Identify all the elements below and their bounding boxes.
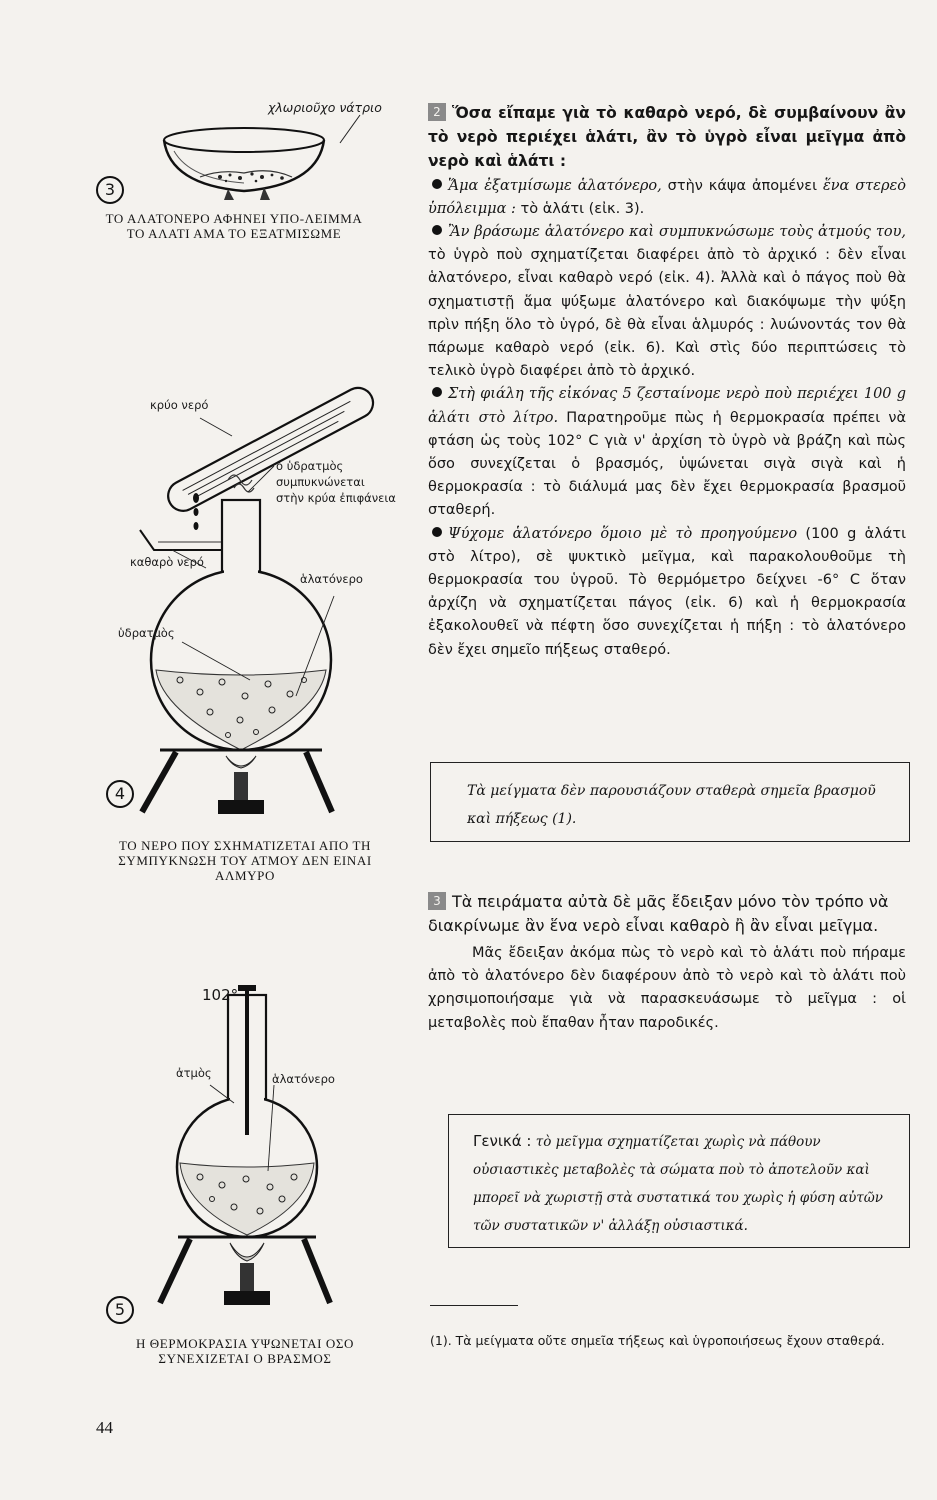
section-3-paragraph <box>428 942 906 1035</box>
mixtures-rule-box <box>430 762 910 842</box>
section-2-text <box>428 102 906 662</box>
section-2-intro <box>428 102 906 175</box>
footnote <box>430 1332 900 1350</box>
bullet-freezing <box>428 523 906 662</box>
bullet-2-italic: Ἂν βράσωμε ἁλατόνερο καὶ συμπυκνώσωμε τοὺς ἀτμούς του, <box>448 224 906 241</box>
bullet-1-text-2: τὸ ἁλάτι (εἰκ. 3). <box>515 200 645 217</box>
section-marker-3: 3 <box>428 892 446 910</box>
footnote-mark: (1). <box>430 1333 452 1348</box>
figure-number-5: 5 <box>106 1296 134 1324</box>
bullet-evaporation <box>428 175 906 221</box>
section-3-text <box>428 890 906 1035</box>
footnote-divider <box>430 1305 518 1306</box>
bullet-3-text: Παρατηροῦμε πὼς ἡ θερμοκρασία πρέπει νὰ φτάση ὡς τοὺς 102° C γιὰ ν' ἀρχίση τὸ ὑγρὸ νὰ βράζη καὶ πὼς ὅσο συνεχίζεται ὁ βρασμός, ὑψώνεται σιγὰ σιγὰ καὶ ἡ θερμοκρασία : τὸ διάλυμά μας δὲν ἔχει θερμοκρασία βρασμοῦ σταθερή. <box>428 409 906 519</box>
general-definition-text: τὸ μεῖγμα σχηματίζεται χωρὶς νὰ πάθουν οὐσιαστικὲς μεταβολὲς τὰ σώματα ποὺ τὸ ἀποτελοῦν καὶ μπορεῖ νὰ χωριστῇ στὰ συστατικά του χωρὶς ἡ φύση αὐτῶν τῶν συστατικῶν ν' ἀλλάξῃ οὐσιαστικά. <box>473 1134 883 1234</box>
page-number: 44 <box>96 1418 113 1437</box>
fig5-label-steam: ἀτμὸς <box>176 1066 212 1080</box>
general-definition-lead: Γενικά : <box>473 1132 532 1150</box>
section-3-paragraph-text: Μᾶς ἔδειξαν ἀκόμα πὼς τὸ νερὸ καὶ τὸ ἁλάτι ποὺ πήραμε ἀπὸ τὸ ἁλατόνερο δὲν διαφέρουν ἀπὸ τὸ νερὸ καὶ τὸ ἁλάτι ποὺ χρησιμοποιήσαμε γιὰ νὰ παρασκευάσωμε τὸ μεῖγμα : οἱ μεταβολὲς ποὺ ἔπαθαν ἦταν παροδικές. <box>428 945 906 1031</box>
bullet-3-italic: Στὴ φιάλη τῆς εἰκόνας 5 ζεσταίνομε νερὸ ποὺ περιέχει 100 g ἁλάτι στὸ λίτρο. <box>428 386 906 426</box>
footnote-text: Τὰ μείγματα οὔτε σημεῖα τήξεως καὶ ὑγροποιήσεως ἔχουν σταθερά. <box>451 1333 885 1348</box>
bullet-4-italic: Ψύχομε ἁλατόνερο ὅμοιο μὲ τὸ προηγούμενο <box>448 525 798 542</box>
mixtures-rule-text: Τὰ μείγματα δὲν παρουσιάζουν σταθερὰ σημεῖα βρασμοῦ καὶ πήξεως (1). <box>467 783 876 827</box>
bullet-1-italic: Ἅμα ἐξατμίσωμε ἁλατόνερο, <box>448 177 662 194</box>
distillation-apparatus-illustration <box>100 380 420 820</box>
fig5-label-temperature: 102° <box>202 986 239 1004</box>
bullet-icon <box>432 225 442 235</box>
figure-3-caption: ΤΟ ΑΛΑΤΟΝΕΡΟ ΑΦΗΝΕΙ ΥΠΟ-ΛΕΙΜΜΑ ΤΟ ΑΛΑΤΙ ΑΜΑ ΤΟ ΕΞΑΤΜΙΣΩΜΕ <box>105 211 363 241</box>
fig4-label-steam: ὑδρατμὸς <box>118 626 175 640</box>
figure-number-3: 3 <box>96 176 124 204</box>
fig4-label-pure-water: καθαρὸ νερό <box>130 555 204 569</box>
general-definition-box <box>448 1114 910 1248</box>
evaporating-dish-illustration <box>160 115 360 200</box>
bullet-2-text: τὸ ὑγρὸ ποὺ σχηματίζεται διαφέρει ἀπὸ τὸ ἀρχικό : δὲν εἶναι ἁλατόνερο, εἶναι καθαρὸ νερό (εἰκ. 4). Ἀλλὰ καὶ ὁ πάγος ποὺ θὰ σχηματιστῇ ἅμα ψύξωμε ἁλατόνερο καὶ διακόψωμε τὴν ψύξη πρὶν πήξη ὅλο τὸ ὑγρό, δὲ θὰ εἶναι ἁλμυρός : λυώνοντάς τον θὰ πάρωμε καθαρὸ νερό (εἰκ. 6). Καὶ στὶς δύο περιπτώσεις τὸ τελικὸ ὑγρὸ διαφέρει ἀπὸ τὸ ἀρχικό. <box>428 247 906 380</box>
bullet-4-text: (100 g ἁλάτι στὸ λίτρο), σὲ ψυκτικὸ μεῖγμα, καὶ παρακολουθοῦμε τὴ θερμοκρασία του ὑγροῦ. Τὸ θερμόμετρο δείχνει -6° C ὅταν ἀρχίζη νὰ σχηματίζεται πάγος (εἰκ. 6) καὶ ἡ θερμοκρασία ἐξακολουθεῖ νὰ πέφτη ὅσο συνεχίζεται ἡ πήξη : τὸ ἁλατόνερο δὲν ἔχει σημεῖο πήξεως σταθερό. <box>428 525 907 658</box>
section-3-heading <box>428 890 906 938</box>
fig4-label-saltwater: ἁλατόνερο <box>300 572 363 586</box>
fig3-label-salt: χλωριοῦχο νάτριο <box>268 100 382 115</box>
bullet-distillation <box>428 221 906 383</box>
fig4-label-vapor: ὁ ὑδρατμὸς συμπυκνώνεται στὴν κρύα ἐπιφάνεια <box>276 459 396 505</box>
bullet-boiling <box>428 383 906 522</box>
bullet-1-text: στὴν κάψα ἀπομένει <box>661 177 823 194</box>
bullet-1-italic-2: ἕνα στερεὸ ὑπόλειμμα : <box>428 177 906 217</box>
fig4-label-cold-water: κρύο νερό <box>150 398 209 412</box>
bullet-icon <box>432 179 442 189</box>
bullet-icon <box>432 527 442 537</box>
section-2-intro-text: Ὅσα εἴπαμε γιὰ τὸ καθαρὸ νερό, δὲ συμβαίνουν ἂν τὸ νερὸ περιέχει ἁλάτι, ἂν τὸ ὑγρὸ εἶναι μεῖγμα ἀπὸ νερὸ καὶ ἁλάτι : <box>428 104 906 171</box>
figure-number-4: 4 <box>106 780 134 808</box>
figure-4-caption: ΤΟ ΝΕΡΟ ΠΟΥ ΣΧΗΜΑΤΙΖΕΤΑΙ ΑΠΟ ΤΗ ΣΥΜΠΥΚΝΩΣΗ ΤΟΥ ΑΤΜΟΥ ΔΕΝ ΕΙΝΑΙ ΑΛΜΥΡΟ <box>118 838 372 883</box>
fig5-label-saltwater: ἁλατόνερο <box>272 1072 335 1086</box>
boiling-flask-thermometer-illustration <box>150 985 390 1310</box>
figure-5-caption: Η ΘΕΡΜΟΚΡΑΣΙΑ ΥΨΩΝΕΤΑΙ ΟΣΟ ΣΥΝΕΧΙΖΕΤΑΙ Ο ΒΡΑΣΜΟΣ <box>135 1336 355 1366</box>
section-marker-2: 2 <box>428 103 446 121</box>
bullet-icon <box>432 387 442 397</box>
section-3-heading-text: Τὰ πειράματα αὐτὰ δὲ μᾶς ἔδειξαν μόνο τὸν τρόπο νὰ διακρίνωμε ἂν ἕνα νερὸ εἶναι καθαρὸ ἢ ἂν εἶναι μεῖγμα. <box>428 892 889 935</box>
